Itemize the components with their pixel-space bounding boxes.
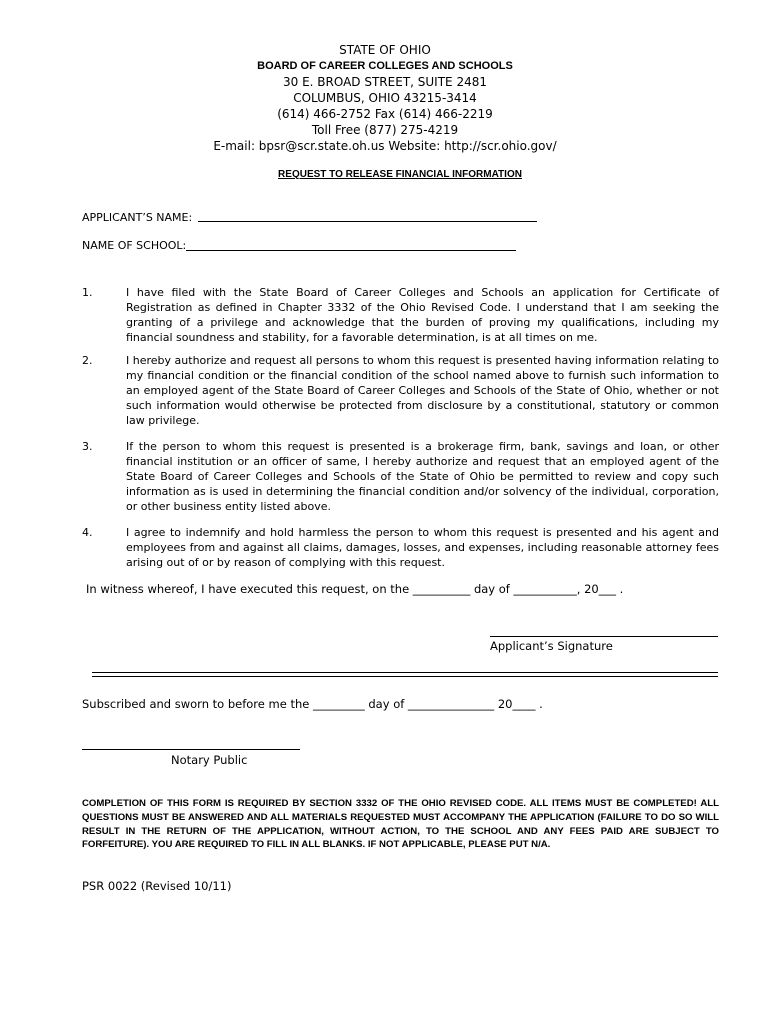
item-text: I agree to indemnify and hold harmless the person to whom this request is presented and his agent and employees from and against all claims, damages, losses, and expenses, including reasonable attorney fees arising out of or by reason of complying with this request.: [126, 526, 719, 569]
header-state: STATE OF OHIO: [339, 43, 431, 57]
item-number: 4.: [82, 526, 93, 539]
header-address: 30 E. BROAD STREET, SUITE 2481: [283, 75, 487, 89]
applicant-name-field[interactable]: [198, 221, 537, 222]
header-contact: E-mail: bpsr@scr.state.oh.us Website: http://scr.ohio.gov/: [213, 139, 557, 153]
applicant-signature-line[interactable]: [490, 636, 718, 637]
header-city: COLUMBUS, OHIO 43215-3414: [293, 91, 477, 105]
item-text: I hereby authorize and request all persons to whom this request is presented having information relating to my financial condition or the financial condition of the school named above to furnish such information to an employed agent of the State Board of Career Colleges and Schools of the State of Ohio, whether or not such information would otherwise be protected from disclosure by a constitutional, statutory or common law privilege.: [126, 354, 719, 427]
header-phone: (614) 466-2752 Fax (614) 466-2219: [277, 107, 493, 121]
section-divider: [92, 672, 718, 677]
school-name-field[interactable]: [186, 250, 516, 251]
item-number: 2.: [82, 354, 93, 367]
item-text: I have filed with the State Board of Career Colleges and Schools an application for Certificate of Registration as defined in Chapter 3332 of the Ohio Revised Code. I understand that I am seeking the granting of a privilege and acknowledge that the burden of proving my qualifications, including my financial soundness and stability, for a favorable determination, is at all times on me.: [126, 286, 719, 344]
header-board: BOARD OF CAREER COLLEGES AND SCHOOLS: [257, 60, 513, 72]
page-title: REQUEST TO RELEASE FINANCIAL INFORMATION: [278, 169, 522, 180]
item-number: 3.: [82, 440, 93, 453]
item-number: 1.: [82, 286, 93, 299]
sworn-statement: Subscribed and sworn to before me the _________ day of _______________ 20____ .: [82, 697, 543, 711]
school-name-label: NAME OF SCHOOL:: [82, 239, 187, 252]
item-text: If the person to whom this request is presented is a brokerage firm, bank, savings and loan, or other financial institution or an officer of same, I hereby authorize and request that an employed agent of the State Board of Career Colleges and Schools of the State of Ohio be permitted to review and copy such information as is used in determining the financial condition and/or solvency of the individual, corporation, or other business entity listed above.: [126, 440, 719, 513]
form-number: PSR 0022 (Revised 10/11): [82, 879, 232, 893]
applicant-signature-label: Applicant’s Signature: [490, 639, 613, 653]
notary-public-label: Notary Public: [171, 753, 248, 767]
notary-signature-line[interactable]: [82, 749, 300, 750]
header-toll-free: Toll Free (877) 275-4219: [311, 123, 459, 137]
witness-statement: In witness whereof, I have executed this request, on the __________ day of ___________, 20___ .: [86, 582, 624, 596]
applicant-name-label: APPLICANT’S NAME:: [82, 211, 193, 224]
completion-notice: COMPLETION OF THIS FORM IS REQUIRED BY SECTION 3332 OF THE OHIO REVISED CODE. ALL ITEMS MUST BE COMPLETED! ALL QUESTIONS MUST BE ANSWERED AND ALL MATERIALS REQUESTED MUST ACCOMPANY THE APPLICATION (FAILURE TO DO SO WILL RESULT IN THE RETURN OF THE APPLICATION, WITHOUT ACTION, TO THE SCHOOL AND ANY FEES PAID ARE SUBJECT TO FORFEITURE). YOU ARE REQUIRED TO FILL IN ALL BLANKS. IF NOT APPLICABLE, PLEASE PUT N/A.: [82, 798, 719, 851]
